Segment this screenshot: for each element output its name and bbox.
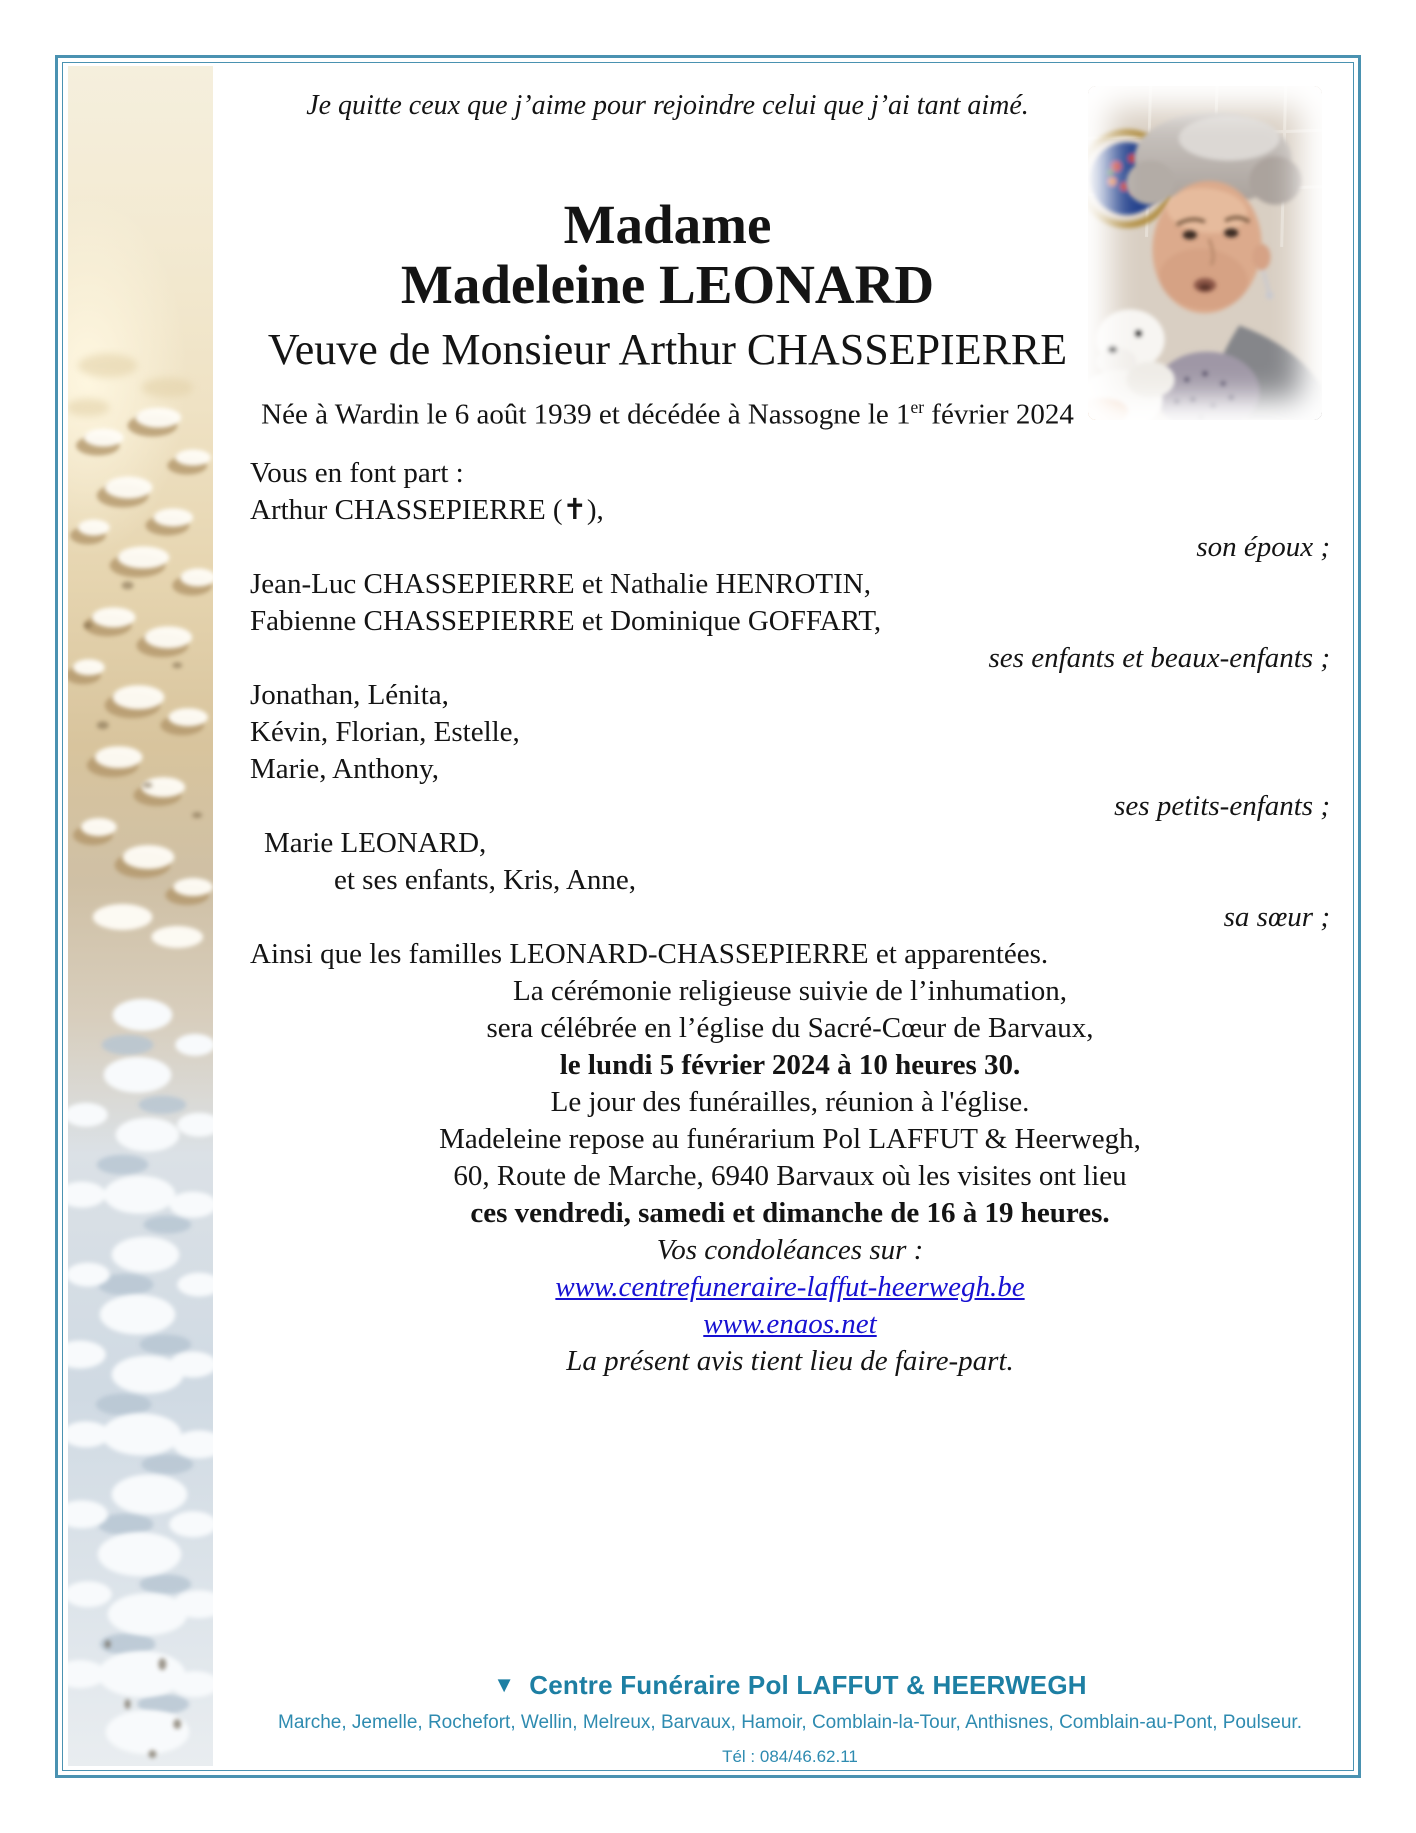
portrait-photo [1088, 86, 1322, 420]
husband-line: Arthur CHASSEPIERRE (✝), [250, 494, 604, 526]
funeral-home-name: Centre Funéraire Pol LAFFUT & HEERWEGH [529, 1670, 1087, 1700]
children-role: ses enfants et beaux-enfants ; [988, 642, 1330, 674]
intro-line: Vous en font part : [250, 457, 464, 489]
notice-line: La présent avis tient lieu de faire-part. [566, 1345, 1014, 1377]
winter-scene-image [68, 66, 213, 1766]
husband-role: son époux ; [1196, 531, 1330, 563]
reunion-line: Le jour des funérailles, réunion à l'église. [550, 1086, 1030, 1118]
funeral-home-footer [250, 1668, 1330, 1768]
condolence-link-row [250, 1306, 1330, 1343]
grandchild-line: Jonathan, Lénita, [250, 679, 449, 711]
repose-line-1: Madeleine repose au funérarium Pol LAFFUT & Heerwegh, [439, 1123, 1141, 1155]
funeral-home-phone: Tél : 084/46.62.11 [722, 1747, 858, 1766]
announcement-body [250, 455, 1330, 1380]
enaos-website-link[interactable]: www.enaos.net [703, 1308, 877, 1340]
ordinal-superscript: er [910, 397, 925, 417]
sister-role: sa sœur ; [1223, 901, 1330, 933]
ceremony-line-2: sera célébrée en l’église du Sacré-Cœur de Barvaux, [486, 1012, 1094, 1044]
sister-children-line: et ses enfants, Kris, Anne, [334, 864, 637, 896]
repose-line-2: 60, Route de Marche, 6940 Barvaux où les visites ont lieu [453, 1160, 1127, 1192]
grandchild-line: Kévin, Florian, Estelle, [250, 716, 520, 748]
opening-quote: Je quitte ceux que j’aime pour rejoindre celui que j’ai tant aimé. [306, 90, 1029, 121]
life-dates-text: Née à Wardin le 6 août 1939 et décédée à Nassogne le 1 [261, 398, 911, 431]
grandchild-line: Marie, Anthony, [250, 753, 440, 785]
deceased-name: Madeleine LEONARD [400, 254, 935, 315]
ceremony-line-1: La cérémonie religieuse suivie de l’inhumation, [512, 975, 1068, 1007]
child-line: Fabienne CHASSEPIERRE et Dominique GOFFART, [250, 605, 882, 637]
funeral-home-website-link[interactable]: www.centrefuneraire-laffut-heerwegh.be [555, 1271, 1025, 1303]
grandchildren-role: ses petits-enfants ; [1114, 790, 1330, 822]
widow-line: Veuve de Monsieur Arthur CHASSEPIERRE [267, 325, 1068, 374]
deceased-title: Madame [563, 194, 772, 255]
triangle-down-icon: ▼ [493, 1672, 516, 1697]
funeral-home-logo-line [250, 1668, 1330, 1702]
life-dates-line [215, 390, 1120, 432]
families-line: Ainsi que les familles LEONARD-CHASSEPIERRE et apparentées. [250, 938, 1049, 970]
child-line: Jean-Luc CHASSEPIERRE et Nathalie HENROTIN, [250, 568, 871, 600]
condolences-label: Vos condoléances sur : [656, 1234, 924, 1266]
life-dates-year: février 2024 [924, 398, 1074, 431]
repose-line-3: ces vendredi, samedi et dimanche de 16 à 19 heures. [470, 1197, 1110, 1229]
sister-line: Marie LEONARD, [264, 827, 487, 859]
header-block [215, 0, 1120, 432]
ceremony-line-3: le lundi 5 février 2024 à 10 heures 30. [559, 1049, 1021, 1081]
condolence-link-row [250, 1269, 1330, 1306]
funeral-home-locations: Marche, Jemelle, Rochefort, Wellin, Melreux, Barvaux, Hamoir, Comblain-la-Tour, Anthisnes, Comblain-au-Pont, Poulseur. [278, 1712, 1302, 1733]
